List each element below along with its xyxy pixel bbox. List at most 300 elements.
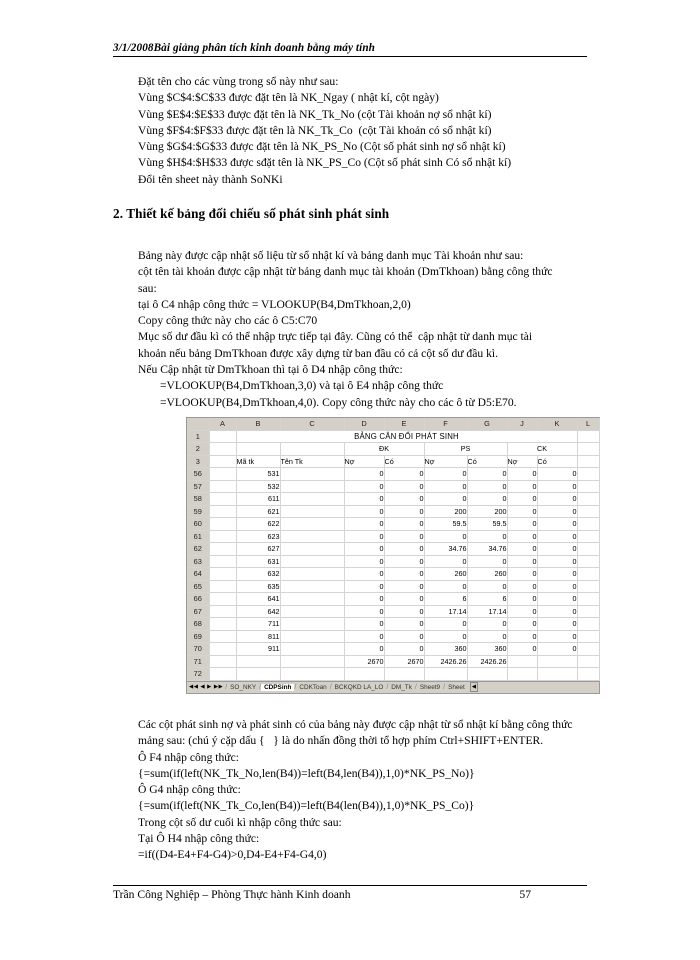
cell-ps-co[interactable]: 0 — [467, 530, 507, 543]
formula-line: =if((D4-E4+F4-G4)>0,D4-E4+F4-G4,0) — [138, 848, 327, 862]
cell-ma-tk[interactable]: 532 — [236, 480, 280, 493]
cell-ma-tk[interactable]: 911 — [236, 643, 280, 656]
sheet-tab-cdktoan[interactable]: CDKToan — [299, 683, 327, 691]
cell-ten-tk[interactable] — [280, 643, 344, 656]
cell-b72[interactable] — [236, 668, 280, 681]
cell-ma-tk[interactable]: 623 — [236, 530, 280, 543]
cell-a[interactable] — [209, 468, 236, 481]
cell-dk-no[interactable]: 0 — [344, 468, 384, 481]
cell-a[interactable] — [209, 480, 236, 493]
header-divider — [113, 56, 587, 57]
cell-ps-co[interactable]: 34.76 — [467, 543, 507, 556]
text-line: mảng sau: (chú ý cặp dấu { } là do nhấn đồng thời tổ hợp phím Ctrl+SHIFT+ENTER. — [138, 734, 544, 748]
cell-dk-no[interactable]: 0 — [344, 593, 384, 606]
cell-a[interactable] — [209, 580, 236, 593]
text-line: Vùng $E$4:$E$33 được đặt tên là NK_Tk_No (cột Tài khoản nợ sổ nhật kí) — [138, 107, 492, 121]
cell-ps-co[interactable]: 0 — [467, 580, 507, 593]
row-header[interactable]: 64 — [187, 568, 209, 581]
row-header[interactable]: 1 — [187, 430, 209, 443]
table-row — [187, 643, 599, 656]
column-header-l[interactable]: L — [577, 418, 599, 430]
cell-ck-no[interactable]: 0 — [507, 593, 537, 606]
sheet-tab-bar — [187, 681, 599, 693]
text-line: Trong cột số dư cuối kì nhập công thức sau: — [138, 815, 342, 829]
cell-ck-no[interactable]: 0 — [507, 568, 537, 581]
cell-l[interactable] — [577, 505, 599, 518]
text-line: Đổi tên sheet này thành SoNKi — [138, 172, 283, 186]
cell-ps-no[interactable]: 59.5 — [424, 518, 467, 531]
cell-ck-no[interactable]: 0 — [507, 530, 537, 543]
row-header[interactable]: 65 — [187, 580, 209, 593]
cell-ck-co[interactable]: 0 — [537, 593, 577, 606]
cell-ck-no[interactable]: 0 — [507, 518, 537, 531]
table-row — [187, 555, 599, 568]
text-line: Ô G4 nhập công thức: — [138, 783, 241, 797]
page-number: 57 — [519, 888, 531, 901]
cell-ps-no[interactable]: 0 — [424, 630, 467, 643]
row-header[interactable]: 3 — [187, 455, 209, 468]
row-header[interactable]: 69 — [187, 630, 209, 643]
cell-l2[interactable] — [577, 443, 599, 456]
cell-dk-co[interactable]: 0 — [384, 480, 424, 493]
row-header[interactable]: 61 — [187, 530, 209, 543]
cell-a2[interactable] — [209, 443, 236, 456]
subheader-dk-co[interactable]: Có — [384, 455, 424, 468]
cell-ck-co[interactable]: 0 — [537, 605, 577, 618]
cell-ma-tk[interactable]: 641 — [236, 593, 280, 606]
table-row — [187, 530, 599, 543]
sheet-tab-sheet[interactable]: Sheet — [448, 683, 465, 691]
subheader-ck-no[interactable]: Nợ — [507, 455, 537, 468]
text-line: tại ô C4 nhập công thức = VLOOKUP(B4,DmTkhoan,2,0) — [138, 297, 411, 311]
text-line: Đặt tên cho các vùng trong sổ này như sau: — [138, 75, 339, 88]
formula-line: =VLOOKUP(B4,DmTkhoan,4,0). Copy công thức này cho các ô từ D5:E70. — [160, 395, 517, 409]
row-header[interactable]: 71 — [187, 655, 209, 668]
cell-a[interactable] — [209, 530, 236, 543]
cell-ps-co[interactable]: 360 — [467, 643, 507, 656]
cell-dk-co[interactable]: 0 — [384, 468, 424, 481]
text-line: Vùng $H$4:$H$33 được sđặt tên là NK_PS_Co (Cột số phát sinh Có sổ nhật kí) — [138, 156, 512, 170]
cell-a[interactable] — [209, 505, 236, 518]
cell-c2[interactable] — [280, 443, 344, 456]
cell-ps-no[interactable]: 34.76 — [424, 543, 467, 556]
cell-ten-tk[interactable] — [280, 555, 344, 568]
cell-ck-co[interactable]: 0 — [537, 568, 577, 581]
cell-l[interactable] — [577, 605, 599, 618]
row-header[interactable]: 66 — [187, 593, 209, 606]
cell-ps-no[interactable]: 17.14 — [424, 605, 467, 618]
cell-dk-no[interactable]: 0 — [344, 518, 384, 531]
cell-ps-co[interactable]: 59.5 — [467, 518, 507, 531]
sheet-tabs — [225, 684, 468, 691]
cell-j72[interactable] — [507, 668, 537, 681]
cell-l[interactable] — [577, 555, 599, 568]
cell-ck-co[interactable]: 0 — [537, 505, 577, 518]
cell-ma-tk[interactable]: 611 — [236, 493, 280, 506]
group-header-ck[interactable]: CK — [507, 443, 577, 456]
table-row — [187, 580, 599, 593]
cell-dk-no[interactable]: 0 — [344, 543, 384, 556]
cell-ck-co[interactable]: 0 — [537, 543, 577, 556]
cell-l[interactable] — [577, 480, 599, 493]
cell-dk-no[interactable]: 0 — [344, 568, 384, 581]
first-sheet-icon[interactable]: ◀◀ — [189, 684, 199, 690]
text-line: Vùng $G$4:$G$33 được đặt tên là NK_PS_No (Cột số phát sinh nợ sổ nhật kí) — [138, 140, 506, 154]
cell-l[interactable] — [577, 568, 599, 581]
page-footer — [113, 885, 587, 901]
tab-separator-icon: / — [386, 683, 389, 691]
paragraph-table-design — [138, 248, 590, 411]
total-ck-co[interactable] — [537, 655, 577, 668]
row-header[interactable]: 70 — [187, 643, 209, 656]
cell-ck-co[interactable]: 0 — [537, 643, 577, 656]
table-row — [187, 543, 599, 556]
cell-ps-co[interactable]: 200 — [467, 505, 507, 518]
total-dk-co[interactable]: 2670 — [384, 655, 424, 668]
row-header[interactable]: 57 — [187, 480, 209, 493]
subheader-dk-no[interactable]: Nợ — [344, 455, 384, 468]
formula-line: {=sum(if(left(NK_Tk_No,len(B4))=left(B4,len(B4)),1,0)*NK_PS_No)} — [138, 766, 475, 780]
cell-dk-co[interactable]: 0 — [384, 605, 424, 618]
cell-ck-no[interactable]: 0 — [507, 630, 537, 643]
group-header-ps[interactable]: PS — [424, 443, 507, 456]
cell-l[interactable] — [577, 468, 599, 481]
cell-dk-no[interactable]: 0 — [344, 630, 384, 643]
footer-author: Trần Công Nghiệp – Phòng Thực hành Kinh doanh — [113, 888, 351, 901]
cell-ps-co[interactable]: 0 — [467, 630, 507, 643]
select-all-corner[interactable] — [187, 418, 209, 430]
cell-ps-no[interactable]: 360 — [424, 643, 467, 656]
cell-g72[interactable] — [467, 668, 507, 681]
text-line: Bảng này được cập nhật số liệu từ sổ nhật kí và bảng danh mục Tài khoản như sau: — [138, 249, 524, 262]
cell-a[interactable] — [209, 630, 236, 643]
cell-ck-no[interactable]: 0 — [507, 618, 537, 631]
cell-ten-tk[interactable] — [280, 543, 344, 556]
cell-l[interactable] — [577, 543, 599, 556]
cell-dk-co[interactable]: 0 — [384, 630, 424, 643]
text-line: Các cột phát sinh nợ và phát sinh có của bảng này được cập nhật từ sổ nhật kí bằng công thức — [138, 718, 573, 731]
cell-a3[interactable] — [209, 455, 236, 468]
cell-title-merged[interactable]: BẢNG CÂN ĐỐI PHÁT SINH — [236, 430, 577, 443]
text-line: khoản nếu bảng DmTkhoan được xây dựng từ ban đầu có cả cột số dư đầu kì. — [138, 346, 498, 360]
cell-dk-co[interactable]: 0 — [384, 593, 424, 606]
cell-ten-tk[interactable] — [280, 568, 344, 581]
cell-ten-tk[interactable] — [280, 530, 344, 543]
spreadsheet-row-3 — [187, 455, 599, 468]
cell-a1[interactable] — [209, 430, 236, 443]
cell-dk-co[interactable]: 0 — [384, 543, 424, 556]
cell-l[interactable] — [577, 530, 599, 543]
cell-ck-no[interactable]: 0 — [507, 580, 537, 593]
cell-dk-co[interactable]: 0 — [384, 580, 424, 593]
cell-ten-tk[interactable] — [280, 605, 344, 618]
cell-a[interactable] — [209, 643, 236, 656]
row-header[interactable]: 59 — [187, 505, 209, 518]
cell-dk-co[interactable]: 0 — [384, 568, 424, 581]
cell-ck-no[interactable]: 0 — [507, 555, 537, 568]
cell-dk-co[interactable]: 0 — [384, 530, 424, 543]
cell-ck-no[interactable]: 0 — [507, 643, 537, 656]
subheader-ps-no[interactable]: Nợ — [424, 455, 467, 468]
cell-ck-no[interactable]: 0 — [507, 505, 537, 518]
cell-ten-tk[interactable] — [280, 593, 344, 606]
cell-a[interactable] — [209, 493, 236, 506]
tab-separator-icon: / — [414, 683, 417, 691]
column-header-c[interactable]: C — [280, 418, 344, 430]
text-line: Copy công thức này cho các ô C5:C70 — [138, 314, 318, 328]
row-header[interactable]: 67 — [187, 605, 209, 618]
cell-a[interactable] — [209, 555, 236, 568]
cell-dk-no[interactable]: 0 — [344, 493, 384, 506]
cell-l71[interactable] — [577, 655, 599, 668]
cell-ck-co[interactable]: 0 — [537, 480, 577, 493]
cell-l[interactable] — [577, 493, 599, 506]
cell-l[interactable] — [577, 518, 599, 531]
cell-dk-co[interactable]: 0 — [384, 618, 424, 631]
text-line: Vùng $C$4:$C$33 được đặt tên là NK_Ngay ( nhật kí, cột ngày) — [138, 91, 439, 105]
tab-separator-icon: / — [329, 683, 332, 691]
paragraph-array-formulas — [138, 717, 590, 864]
tab-nav-buttons[interactable] — [189, 684, 223, 690]
cell-ten-tk[interactable] — [280, 518, 344, 531]
row-header[interactable]: 60 — [187, 518, 209, 531]
cell-ten-tk[interactable] — [280, 580, 344, 593]
cell-l[interactable] — [577, 593, 599, 606]
subheader-ck-co[interactable]: Có — [537, 455, 577, 468]
table-row — [187, 518, 599, 531]
header-title: 3/1/2008Bài giảng phân tích kinh doanh bằng máy tính — [113, 42, 375, 54]
total-dk-no[interactable]: 2670 — [344, 655, 384, 668]
footer-divider — [113, 885, 587, 886]
cell-dk-co[interactable]: 0 — [384, 493, 424, 506]
sheet-tab-dm-tk[interactable]: DM_Tk — [391, 683, 412, 691]
cell-dk-no[interactable]: 0 — [344, 555, 384, 568]
cell-f72[interactable] — [424, 668, 467, 681]
column-header-g[interactable]: G — [467, 418, 507, 430]
cell-l[interactable] — [577, 630, 599, 643]
cell-ps-no[interactable]: 0 — [424, 580, 467, 593]
table-row — [187, 480, 599, 493]
cell-dk-no[interactable]: 0 — [344, 643, 384, 656]
sheet-tab-bckqkd-la-lo[interactable]: BCKQKD LA_LO — [334, 683, 384, 691]
cell-dk-co[interactable]: 0 — [384, 518, 424, 531]
cell-ps-co[interactable]: 0 — [467, 468, 507, 481]
text-line: Ô F4 nhập công thức: — [138, 750, 239, 764]
cell-dk-no[interactable]: 0 — [344, 580, 384, 593]
next-sheet-icon[interactable]: ▶ — [207, 684, 212, 690]
page-header — [113, 42, 587, 57]
cell-ps-no[interactable]: 0 — [424, 493, 467, 506]
table-row — [187, 505, 599, 518]
cell-dk-no[interactable]: 0 — [344, 618, 384, 631]
spreadsheet-total-row — [187, 655, 599, 668]
cell-dk-co[interactable]: 0 — [384, 505, 424, 518]
cell-ps-co[interactable]: 0 — [467, 480, 507, 493]
column-header-j[interactable]: J — [507, 418, 537, 430]
cell-dk-co[interactable]: 0 — [384, 643, 424, 656]
cell-ps-no[interactable]: 0 — [424, 618, 467, 631]
formula-line: =VLOOKUP(B4,DmTkhoan,3,0) và tại ô E4 nhập công thức — [160, 379, 444, 393]
subheader-ten-tk[interactable]: Tên Tk — [280, 455, 344, 468]
cell-l72[interactable] — [577, 668, 599, 681]
text-line: Mục số dư đầu kì có thể nhập trực tiếp tại đây. Cũng có thể cập nhật từ danh mục tài — [138, 330, 533, 344]
cell-l3[interactable] — [577, 455, 599, 468]
cell-ma-tk[interactable]: 711 — [236, 618, 280, 631]
cell-ck-co[interactable]: 0 — [537, 530, 577, 543]
sheet-tab-so-nky[interactable]: SO_NKY — [230, 683, 257, 691]
cell-l1[interactable] — [577, 430, 599, 443]
text-line: sau: — [138, 281, 157, 295]
cell-a[interactable] — [209, 543, 236, 556]
last-sheet-icon[interactable]: ▶▶ — [213, 684, 224, 690]
tab-separator-icon: / — [294, 683, 297, 691]
cell-ma-tk[interactable]: 631 — [236, 555, 280, 568]
group-header-dk[interactable]: ĐK — [344, 443, 424, 456]
subheader-ma-tk[interactable]: Mã tk — [236, 455, 280, 468]
tab-separator-icon: / — [443, 683, 446, 691]
cell-a71[interactable] — [209, 655, 236, 668]
cell-ps-no[interactable]: 200 — [424, 505, 467, 518]
cell-ck-co[interactable]: 0 — [537, 618, 577, 631]
cell-b71[interactable] — [236, 655, 280, 668]
row-header[interactable]: 68 — [187, 618, 209, 631]
cell-ps-no[interactable]: 0 — [424, 555, 467, 568]
cell-ma-tk[interactable]: 635 — [236, 580, 280, 593]
cell-dk-no[interactable]: 0 — [344, 505, 384, 518]
row-header[interactable]: 56 — [187, 468, 209, 481]
row-header[interactable]: 62 — [187, 543, 209, 556]
spreadsheet-figure — [186, 417, 600, 694]
cell-ck-no[interactable]: 0 — [507, 493, 537, 506]
cell-l[interactable] — [577, 618, 599, 631]
row-header[interactable]: 63 — [187, 555, 209, 568]
table-row — [187, 568, 599, 581]
cell-a[interactable] — [209, 618, 236, 631]
cell-dk-no[interactable]: 0 — [344, 530, 384, 543]
cell-ps-co[interactable]: 0 — [467, 618, 507, 631]
tab-scroll-right-icon[interactable]: ◀ — [471, 684, 476, 690]
total-ps-no[interactable]: 2426.26 — [424, 655, 467, 668]
table-row — [187, 593, 599, 606]
cell-c72[interactable] — [280, 668, 344, 681]
cell-ps-co[interactable]: 17.14 — [467, 605, 507, 618]
cell-a[interactable] — [209, 518, 236, 531]
cell-l[interactable] — [577, 643, 599, 656]
prev-sheet-icon[interactable]: ◀ — [200, 684, 206, 690]
cell-dk-co[interactable]: 0 — [384, 555, 424, 568]
cell-k72[interactable] — [537, 668, 577, 681]
paragraph-naming-ranges — [138, 74, 590, 188]
cell-ck-no[interactable]: 0 — [507, 468, 537, 481]
table-row — [187, 605, 599, 618]
cell-ps-no[interactable]: 0 — [424, 480, 467, 493]
text-line: Vùng $F$4:$F$33 được đặt tên là NK_Tk_Co (cột Tài khoản có sổ nhật kí) — [138, 123, 492, 137]
spreadsheet-row-2 — [187, 443, 599, 456]
formula-line: {=sum(if(left(NK_Tk_Co,len(B4))=left(B4(len(B4)),1,0)*NK_PS_Co)} — [138, 799, 475, 813]
cell-ps-no[interactable]: 260 — [424, 568, 467, 581]
column-header-a[interactable]: A — [209, 418, 236, 430]
row-header[interactable]: 72 — [187, 668, 209, 681]
column-header-e[interactable]: E — [384, 418, 424, 430]
cell-ten-tk[interactable] — [280, 505, 344, 518]
cell-ten-tk[interactable] — [280, 468, 344, 481]
tab-separator-icon: / — [225, 683, 228, 691]
cell-ten-tk[interactable] — [280, 618, 344, 631]
cell-ck-co[interactable]: 0 — [537, 518, 577, 531]
cell-ps-co[interactable]: 260 — [467, 568, 507, 581]
cell-ps-co[interactable]: 6 — [467, 593, 507, 606]
cell-ck-co[interactable]: 0 — [537, 468, 577, 481]
cell-ma-tk[interactable]: 632 — [236, 568, 280, 581]
cell-a[interactable] — [209, 568, 236, 581]
column-header-row — [187, 418, 599, 430]
cell-ten-tk[interactable] — [280, 630, 344, 643]
column-header-b[interactable]: B — [236, 418, 280, 430]
cell-ck-no[interactable]: 0 — [507, 605, 537, 618]
row-header[interactable]: 2 — [187, 443, 209, 456]
cell-ck-no[interactable]: 0 — [507, 543, 537, 556]
cell-dk-no[interactable]: 0 — [344, 605, 384, 618]
cell-ma-tk[interactable]: 531 — [236, 468, 280, 481]
cell-ck-co[interactable]: 0 — [537, 580, 577, 593]
sheet-tab-cdpsinh[interactable]: CDPSinh — [261, 684, 294, 691]
text-line: Tại Ô H4 nhập công thức: — [138, 832, 260, 846]
cell-ck-no[interactable]: 0 — [507, 480, 537, 493]
cell-a72[interactable] — [209, 668, 236, 681]
cell-ps-no[interactable]: 0 — [424, 530, 467, 543]
cell-ma-tk[interactable]: 811 — [236, 630, 280, 643]
cell-ten-tk[interactable] — [280, 493, 344, 506]
text-line: cột tên tài khoản được cập nhật từ bảng danh mục tài khoản (DmTkhoan) bằng công thức — [138, 265, 553, 279]
sheet-tab-sheet9[interactable]: Sheet9 — [419, 683, 441, 691]
column-header-f[interactable]: F — [424, 418, 467, 430]
cell-ma-tk[interactable]: 622 — [236, 518, 280, 531]
total-ps-co[interactable]: 2426.26 — [467, 655, 507, 668]
cell-ck-co[interactable]: 0 — [537, 493, 577, 506]
cell-b2[interactable] — [236, 443, 280, 456]
cell-a[interactable] — [209, 593, 236, 606]
subheader-ps-co[interactable]: Có — [467, 455, 507, 468]
cell-ck-co[interactable]: 0 — [537, 630, 577, 643]
table-row — [187, 493, 599, 506]
cell-ps-co[interactable]: 0 — [467, 555, 507, 568]
cell-ten-tk[interactable] — [280, 480, 344, 493]
column-header-k[interactable]: K — [537, 418, 577, 430]
table-row — [187, 630, 599, 643]
cell-e72[interactable] — [384, 668, 424, 681]
table-row — [187, 618, 599, 631]
column-header-d[interactable]: D — [344, 418, 384, 430]
spreadsheet-row-1 — [187, 430, 599, 443]
cell-ps-no[interactable]: 0 — [424, 468, 467, 481]
total-ck-no[interactable] — [507, 655, 537, 668]
table-row — [187, 468, 599, 481]
cell-ps-no[interactable]: 6 — [424, 593, 467, 606]
cell-dk-no[interactable]: 0 — [344, 480, 384, 493]
cell-l[interactable] — [577, 580, 599, 593]
cell-ps-co[interactable]: 0 — [467, 493, 507, 506]
cell-a[interactable] — [209, 605, 236, 618]
spreadsheet-row-72 — [187, 668, 599, 681]
cell-c71[interactable] — [280, 655, 344, 668]
cell-ma-tk[interactable]: 621 — [236, 505, 280, 518]
cell-d72[interactable] — [344, 668, 384, 681]
cell-ma-tk[interactable]: 627 — [236, 543, 280, 556]
cell-ma-tk[interactable]: 642 — [236, 605, 280, 618]
row-header[interactable]: 58 — [187, 493, 209, 506]
section-heading: 2. Thiết kế bảng đối chiếu số phát sinh phát sinh — [113, 206, 390, 221]
cell-ck-co[interactable]: 0 — [537, 555, 577, 568]
